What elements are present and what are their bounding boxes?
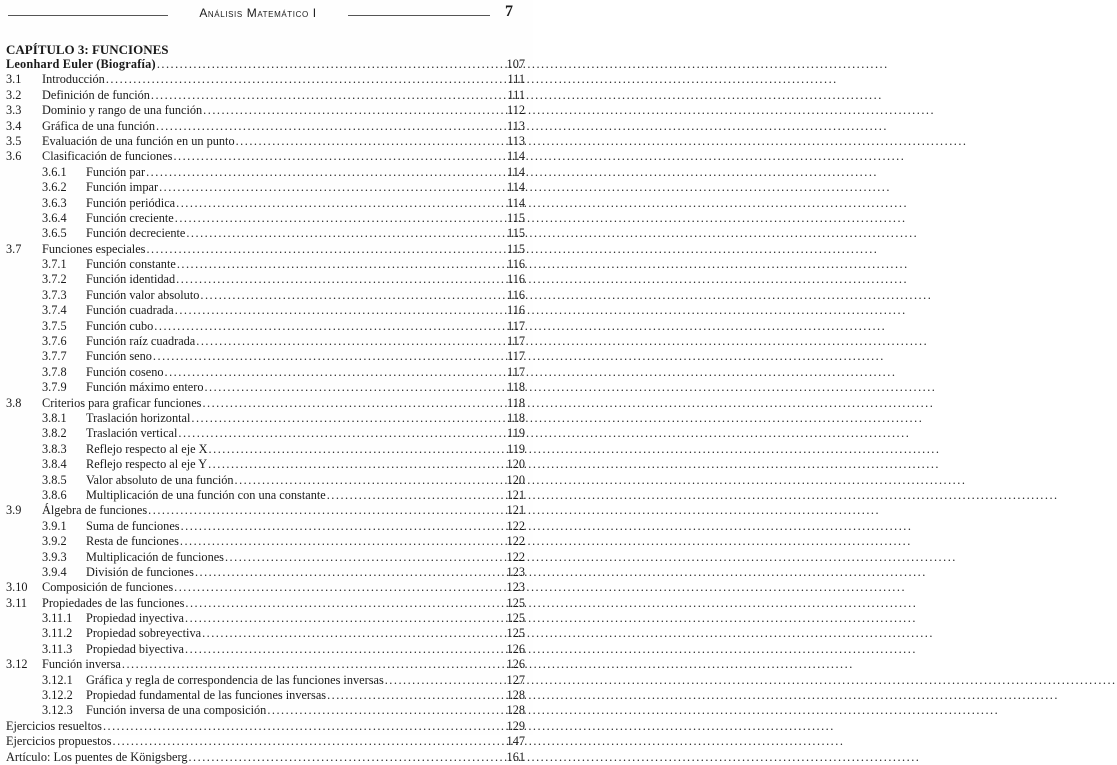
toc-entry xyxy=(0,72,533,87)
toc-entry-number: 3.7.3 xyxy=(42,287,67,302)
toc-entry xyxy=(0,334,533,349)
toc-entry-number: 3.9 xyxy=(6,503,22,518)
toc-entry xyxy=(0,88,533,103)
toc-entry-page: 120 xyxy=(506,457,525,472)
toc-entry-label-group xyxy=(86,380,499,395)
toc-entry xyxy=(0,719,533,734)
toc-entry-number: 3.6.3 xyxy=(42,195,67,210)
toc-entry-page: 123 xyxy=(506,580,525,595)
toc-entry-number: 3.6.5 xyxy=(42,226,67,241)
toc-entry-label-group xyxy=(42,596,499,611)
toc-entry-label: Artículo: Los puentes de Königsberg xyxy=(6,749,188,764)
toc-entry-page: 114 xyxy=(507,180,525,195)
toc-entry xyxy=(0,642,533,657)
toc-entry-label: Gráfica de una función xyxy=(42,118,156,133)
toc-entry-label-group xyxy=(86,457,499,472)
toc-entry-label-group xyxy=(42,149,499,164)
toc-entry xyxy=(0,534,533,549)
toc-entry-page: 113 xyxy=(507,133,525,148)
toc-entry xyxy=(0,488,533,503)
dot-leader xyxy=(202,626,934,641)
toc-entry-page: 107 xyxy=(506,57,525,71)
toc-entry xyxy=(0,503,533,518)
dot-leader xyxy=(204,380,936,395)
dot-leader xyxy=(173,149,905,164)
toc-entry-page: 118 xyxy=(507,395,525,410)
toc-entry-label-group xyxy=(86,611,499,626)
dot-leader xyxy=(188,750,920,765)
toc-entry-label-group xyxy=(42,88,499,103)
toc-entry-label-group xyxy=(42,119,499,134)
toc-entry-label-group xyxy=(42,242,499,257)
dot-leader xyxy=(185,611,917,626)
toc-entry-label: Función cuadrada xyxy=(86,303,174,318)
toc-entry-label: Función inversa xyxy=(42,657,121,672)
dot-leader xyxy=(174,580,906,595)
toc-entry-label-group xyxy=(86,550,499,565)
toc-entry-page: 116 xyxy=(507,272,525,287)
toc-entry-label: Función inversa de una composición xyxy=(86,703,267,718)
toc-entry-label: Clasificación de funciones xyxy=(42,149,173,164)
toc-entry xyxy=(0,657,533,672)
toc-entry-label: Función periódica xyxy=(86,195,176,210)
dot-leader xyxy=(225,550,957,565)
toc-entry xyxy=(0,380,533,395)
toc-entry-label-group xyxy=(86,165,499,180)
toc-entry-page: 128 xyxy=(506,688,525,703)
toc-entry-label: Función impar xyxy=(86,180,159,195)
toc-entry-page: 122 xyxy=(506,549,525,564)
toc-entry-page: 115 xyxy=(507,241,525,256)
toc-entry-page: 117 xyxy=(507,364,525,379)
dot-leader xyxy=(208,457,940,472)
toc-entry-label-group xyxy=(86,673,499,688)
dot-leader xyxy=(165,365,897,380)
toc-entry-label: Función seno xyxy=(86,349,152,364)
dot-leader xyxy=(327,488,1059,503)
toc-entry-number: 3.8.5 xyxy=(42,472,67,487)
dot-leader xyxy=(113,734,845,749)
toc-entry-page: 121 xyxy=(506,503,525,518)
toc-entry-number: 3.11.1 xyxy=(42,611,73,626)
toc-entry-label: Definición de función xyxy=(42,87,150,102)
toc-entry-label-group xyxy=(86,196,499,211)
dot-leader xyxy=(175,303,907,318)
toc-entry xyxy=(0,149,533,164)
toc-entry xyxy=(0,226,533,241)
toc-entry-label-group xyxy=(86,349,499,364)
dot-leader xyxy=(178,426,910,441)
toc-entry-page: 147 xyxy=(506,734,525,749)
toc-entry-page: 111 xyxy=(507,72,525,87)
dot-leader xyxy=(103,719,835,734)
toc-entry xyxy=(0,688,533,703)
toc-entry-number: 3.8.4 xyxy=(42,457,67,472)
running-header xyxy=(0,2,533,26)
toc-entry-label: Función raíz cuadrada xyxy=(86,334,196,349)
toc-entry-page: 114 xyxy=(507,164,525,179)
page-number: 7 xyxy=(505,3,513,20)
toc-entry-label-group xyxy=(86,303,499,318)
toc-entry-page: 161 xyxy=(506,749,525,764)
toc-entry xyxy=(0,365,533,380)
toc-entry-label: Composición de funciones xyxy=(42,580,174,595)
toc-entry xyxy=(0,242,533,257)
toc-entry-label: Propiedad sobreyectiva xyxy=(86,626,202,641)
toc-entry-number: 3.7 xyxy=(6,241,22,256)
toc-entry xyxy=(0,165,533,180)
toc-entry-label: Reflejo respecto al eje Y xyxy=(86,457,208,472)
toc-entry-number: 3.3 xyxy=(6,103,22,118)
toc-entry-label: Función cubo xyxy=(86,318,154,333)
toc-entry-label: Función decreciente xyxy=(86,226,186,241)
dot-leader xyxy=(327,688,1059,703)
toc-entry-label: Reflejo respecto al eje X xyxy=(86,441,208,456)
toc-entry-number: 3.11 xyxy=(6,595,28,610)
toc-entry-number: 3.12.1 xyxy=(42,672,73,687)
dot-leader xyxy=(267,703,999,718)
toc-entry xyxy=(0,473,533,488)
header-title: Análisis Matemático I xyxy=(199,6,317,20)
dot-leader xyxy=(385,673,1117,688)
toc-entry-label-group xyxy=(86,334,499,349)
toc-entry-label-group xyxy=(86,257,499,272)
toc-entry-number: 3.11.3 xyxy=(42,641,73,656)
chapter-title: CAPÍTULO 3: FUNCIONES xyxy=(6,42,169,57)
toc-entry-page: 120 xyxy=(506,472,525,487)
toc-entry-number: 3.8.1 xyxy=(42,410,67,425)
header-rule-left xyxy=(8,15,168,16)
toc-entry-label-group xyxy=(86,411,499,426)
dot-leader xyxy=(196,334,928,349)
dot-leader xyxy=(203,103,935,118)
toc-entry xyxy=(0,580,533,595)
dot-leader xyxy=(235,473,967,488)
toc-entry xyxy=(0,411,533,426)
dot-leader xyxy=(185,642,917,657)
toc-entry-page: 125 xyxy=(506,626,525,641)
toc-entry-label: Función coseno xyxy=(86,364,164,379)
toc-entry-label: Propiedades de las funciones xyxy=(42,595,185,610)
dot-leader xyxy=(236,134,968,149)
toc-entry-label-group xyxy=(42,72,499,87)
toc-entry xyxy=(0,103,533,118)
toc-entry-label-group xyxy=(86,534,499,549)
toc-entry-page: 128 xyxy=(506,703,525,718)
toc-entry-page: 118 xyxy=(507,410,525,425)
toc-entry-page: 116 xyxy=(507,257,525,272)
toc-entry-page: 119 xyxy=(507,441,525,456)
toc-entry xyxy=(0,180,533,195)
toc-entry-label-group xyxy=(86,211,499,226)
dot-leader xyxy=(122,657,854,672)
toc-entry xyxy=(0,611,533,626)
toc-entry-page: 122 xyxy=(506,518,525,533)
toc-entry-number: 3.2 xyxy=(6,87,22,102)
toc-entry xyxy=(0,426,533,441)
dot-leader xyxy=(176,272,908,287)
dot-leader xyxy=(202,396,934,411)
toc-entry-number: 3.7.8 xyxy=(42,364,67,379)
toc-entry xyxy=(0,272,533,287)
toc-entry-page: 113 xyxy=(507,118,525,133)
toc-entry-label-group xyxy=(86,442,499,457)
toc-entry-page: 126 xyxy=(506,657,525,672)
toc-entry-label: Propiedad biyectiva xyxy=(86,641,185,656)
dot-leader xyxy=(106,72,838,87)
toc-entry-number: 3.6.1 xyxy=(42,164,67,179)
toc-entry-number: 3.7.4 xyxy=(42,303,67,318)
toc-entry-label-group xyxy=(42,134,499,149)
toc-entry-label-group xyxy=(42,503,499,518)
toc-entry-label-group xyxy=(86,473,499,488)
dot-leader xyxy=(180,534,912,549)
toc-entry-label-group xyxy=(86,626,499,641)
dot-leader xyxy=(195,565,927,580)
toc-entry-number: 3.12.2 xyxy=(42,688,73,703)
toc-entry-page: 117 xyxy=(507,334,525,349)
toc-entry-number: 3.6.2 xyxy=(42,180,67,195)
toc-entry-number: 3.5 xyxy=(6,133,22,148)
toc-entry-label-group xyxy=(86,180,499,195)
toc-entry-page: 111 xyxy=(507,87,525,102)
toc-entry-label: Propiedad inyectiva xyxy=(86,611,185,626)
toc-entry xyxy=(0,134,533,149)
toc-entry xyxy=(0,396,533,411)
toc-entry-label-group xyxy=(86,519,499,534)
toc-entry-page: 117 xyxy=(507,349,525,364)
header-rule-right xyxy=(348,15,490,16)
toc-entry-label: División de funciones xyxy=(86,564,194,579)
toc-entry-label: Función creciente xyxy=(86,210,174,225)
toc-entry-label-group xyxy=(6,719,499,734)
toc-entry-label-group xyxy=(86,288,499,303)
toc-entry-number: 3.9.1 xyxy=(42,518,67,533)
toc-entry-label-group xyxy=(86,365,499,380)
toc-entry-page: 122 xyxy=(506,534,525,549)
book-page xyxy=(0,0,533,764)
toc-entry-number: 3.8.2 xyxy=(42,426,67,441)
toc-entry-label-group xyxy=(86,703,499,718)
toc-entry xyxy=(0,257,533,272)
toc-entry-label: Ejercicios resueltos xyxy=(6,718,102,733)
toc-entry xyxy=(0,119,533,134)
toc-entry-label: Función valor absoluto xyxy=(86,287,200,302)
dot-leader xyxy=(181,519,913,534)
toc-entry-number: 3.8 xyxy=(6,395,22,410)
toc-entry-label-group xyxy=(86,565,499,580)
toc-entry-label: Función par xyxy=(86,164,146,179)
toc-entry-page: 121 xyxy=(506,487,525,502)
toc-entry-label: Traslación horizontal xyxy=(86,410,191,425)
toc-entry-label-group xyxy=(42,580,499,595)
toc-entry xyxy=(0,734,533,749)
toc-entry-page: 115 xyxy=(507,210,525,225)
toc-entry xyxy=(0,750,533,765)
toc-entry-label-group xyxy=(86,688,499,703)
toc-entry-number: 3.11.2 xyxy=(42,626,73,641)
toc-entry-number: 3.4 xyxy=(6,118,22,133)
toc-entry-label-group xyxy=(42,396,499,411)
toc-entry-label-group xyxy=(86,226,499,241)
dot-leader xyxy=(191,411,923,426)
toc-entry-number: 3.7.1 xyxy=(42,257,67,272)
toc-entry-number: 3.9.3 xyxy=(42,549,67,564)
toc-entry-label-group xyxy=(86,426,499,441)
toc-entry-label: Criterios para graficar funciones xyxy=(42,395,202,410)
dot-leader xyxy=(186,226,918,241)
toc-entry xyxy=(0,57,533,72)
dot-leader xyxy=(185,596,917,611)
toc-entry xyxy=(0,673,533,688)
toc-entry-page: 119 xyxy=(507,426,525,441)
toc-entry-label: Función máximo entero xyxy=(86,380,204,395)
toc-entry-label: Propiedad fundamental de las funciones inversas xyxy=(86,688,327,703)
dot-leader xyxy=(209,442,941,457)
toc-entry xyxy=(0,349,533,364)
toc-entry-label: Suma de funciones xyxy=(86,518,180,533)
toc-entry-number: 3.8.3 xyxy=(42,441,67,456)
toc-entry-label: Gráfica y regla de correspondencia de las funciones inversas xyxy=(86,672,384,687)
toc-entry-label: Traslación vertical xyxy=(86,426,178,441)
table-of-contents xyxy=(0,57,533,765)
toc-entry-number: 3.6.4 xyxy=(42,210,67,225)
toc-entry-number: 3.7.9 xyxy=(42,380,67,395)
toc-entry xyxy=(0,519,533,534)
toc-entry-number: 3.9.4 xyxy=(42,564,67,579)
toc-entry-number: 3.1 xyxy=(6,72,22,87)
toc-entry-page: 126 xyxy=(506,641,525,656)
dot-leader xyxy=(176,196,908,211)
toc-entry-number: 3.7.2 xyxy=(42,272,67,287)
toc-entry-label: Función constante xyxy=(86,257,176,272)
toc-entry-label-group xyxy=(86,642,499,657)
dot-leader xyxy=(159,180,891,195)
dot-leader xyxy=(175,211,907,226)
toc-entry-label: Multiplicación de una función con una constante xyxy=(86,487,326,502)
dot-leader xyxy=(200,288,932,303)
toc-entry-number: 3.10 xyxy=(6,580,28,595)
toc-entry-label: Evaluación de una función en un punto xyxy=(42,133,235,148)
toc-entry-page: 116 xyxy=(507,287,525,302)
toc-entry-label-group xyxy=(6,750,499,765)
toc-entry-page: 118 xyxy=(507,380,525,395)
toc-entry-label-group xyxy=(42,103,499,118)
toc-entry-page: 127 xyxy=(506,672,525,687)
toc-entry-label: Álgebra de funciones xyxy=(42,503,148,518)
toc-entry-number: 3.7.7 xyxy=(42,349,67,364)
toc-entry-label-group xyxy=(6,734,499,749)
toc-entry-page: 125 xyxy=(506,595,525,610)
toc-entry-label-group xyxy=(86,319,499,334)
toc-entry-label: Funciones especiales xyxy=(42,241,146,256)
toc-entry-label: Introducción xyxy=(42,72,105,87)
toc-entry-number: 3.12 xyxy=(6,657,28,672)
toc-entry-page: 125 xyxy=(506,611,525,626)
toc-entry-page: 116 xyxy=(507,303,525,318)
toc-entry-page: 114 xyxy=(507,149,525,164)
toc-entry xyxy=(0,211,533,226)
toc-entry xyxy=(0,626,533,641)
toc-entry xyxy=(0,442,533,457)
toc-entry-page: 115 xyxy=(507,226,525,241)
toc-entry xyxy=(0,196,533,211)
toc-entry-label: Leonhard Euler (Biografía) xyxy=(6,57,156,71)
toc-entry-label: Dominio y rango de una función xyxy=(42,103,203,118)
toc-entry-number: 3.8.6 xyxy=(42,487,67,502)
toc-entry-number: 3.9.2 xyxy=(42,534,67,549)
toc-entry-number: 3.7.5 xyxy=(42,318,67,333)
toc-entry-label: Función identidad xyxy=(86,272,176,287)
toc-entry xyxy=(0,703,533,718)
toc-entry-page: 114 xyxy=(507,195,525,210)
toc-entry-label: Resta de funciones xyxy=(86,534,179,549)
toc-entry xyxy=(0,550,533,565)
toc-entry-page: 129 xyxy=(506,718,525,733)
toc-entry-label: Ejercicios propuestos xyxy=(6,734,112,749)
toc-entry-label-group xyxy=(6,57,499,72)
toc-entry xyxy=(0,288,533,303)
toc-entry-label-group xyxy=(86,488,499,503)
toc-entry-page: 123 xyxy=(506,564,525,579)
toc-entry-label: Valor absoluto de una función xyxy=(86,472,234,487)
toc-entry-number: 3.12.3 xyxy=(42,703,73,718)
toc-entry-label-group xyxy=(86,272,499,287)
toc-entry xyxy=(0,565,533,580)
toc-entry-number: 3.6 xyxy=(6,149,22,164)
toc-entry-number: 3.7.6 xyxy=(42,334,67,349)
toc-entry xyxy=(0,457,533,472)
toc-entry xyxy=(0,319,533,334)
toc-entry xyxy=(0,596,533,611)
toc-entry-label-group xyxy=(42,657,499,672)
toc-entry-page: 117 xyxy=(507,318,525,333)
dot-leader xyxy=(177,257,909,272)
toc-entry-label: Multiplicación de funciones xyxy=(86,549,224,564)
toc-entry-page: 112 xyxy=(507,103,525,118)
toc-entry xyxy=(0,303,533,318)
